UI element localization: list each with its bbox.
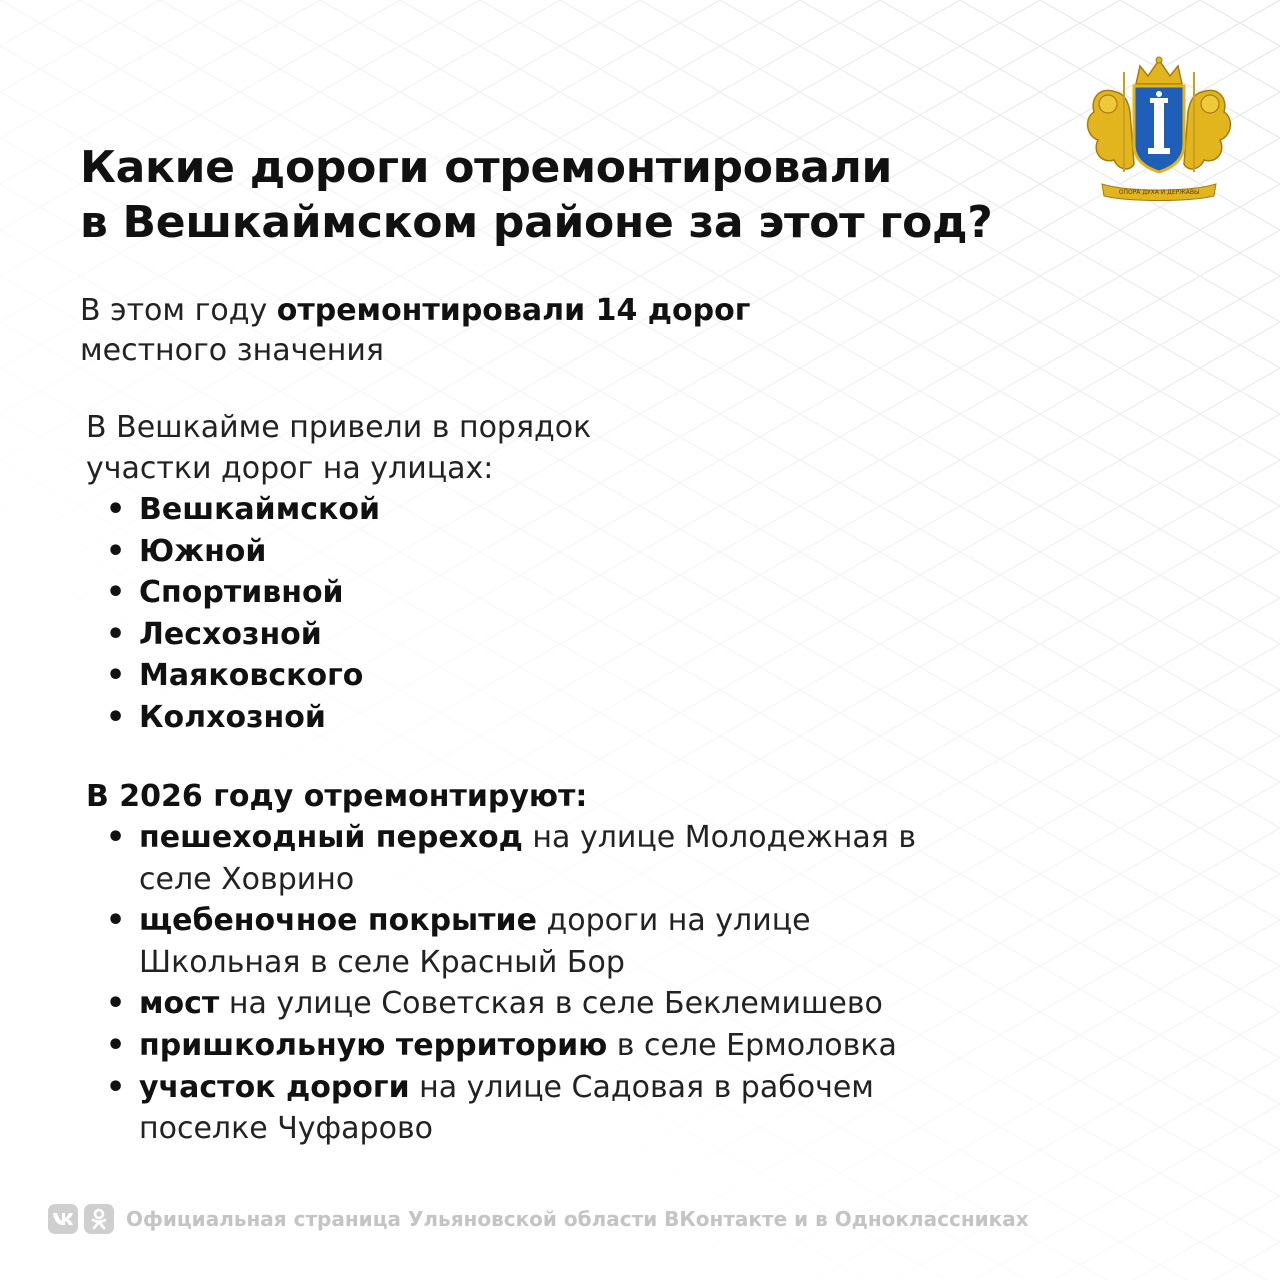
plan-item-highlight: участок дороги bbox=[139, 1069, 410, 1105]
list-item bbox=[86, 900, 966, 983]
emblem-motto: ОПОРА ДУХА И ДЕРЖАВЫ bbox=[1118, 189, 1200, 196]
plans-section bbox=[86, 776, 1086, 1150]
plan-item-highlight: пешеходный переход bbox=[139, 820, 523, 855]
plan-item-text: дороги на улице Школьная в селе Красный Бор bbox=[139, 903, 811, 980]
plan-item-highlight: мост bbox=[139, 986, 220, 1022]
list-item bbox=[86, 1025, 966, 1067]
streets-section bbox=[86, 407, 1086, 739]
plan-item-text: в селе Ермоловка bbox=[607, 1027, 897, 1063]
list-item: • Южной bbox=[86, 531, 1086, 573]
list-item: • Маяковского bbox=[86, 655, 1086, 697]
plan-item-highlight: щебеночное покрытие bbox=[139, 903, 537, 939]
vk-icon[interactable] bbox=[48, 1204, 78, 1234]
streets-intro-line-1: В Вешкайме привели в порядок bbox=[86, 410, 592, 445]
plan-item-highlight: пришкольную территорию bbox=[139, 1027, 608, 1063]
list-item: • Спортивной bbox=[86, 572, 1086, 614]
list-item bbox=[86, 1067, 966, 1150]
streets-list bbox=[86, 489, 1086, 739]
streets-intro-line-2: участки дорог на улицах: bbox=[86, 451, 494, 486]
ulyanovsk-coat-of-arms-icon bbox=[1078, 52, 1240, 204]
page-title bbox=[80, 140, 1080, 250]
list-item bbox=[86, 817, 966, 900]
plan-item-text: на улице Молодежная в селе Ховрино bbox=[139, 820, 917, 897]
plan-item-text: на улице Садовая в рабочем поселке Чуфарово bbox=[139, 1069, 874, 1147]
plan-item-text: на улице Советская в селе Беклемишево bbox=[219, 986, 883, 1022]
intro-text: В этом году bbox=[80, 293, 277, 328]
list-item bbox=[86, 983, 966, 1025]
list-item: • Лесхозной bbox=[86, 614, 1086, 656]
title-line-1: Какие дороги отремонтировали bbox=[80, 142, 893, 193]
intro-text-2: местного значения bbox=[80, 333, 384, 368]
plans-heading: В 2026 году отремонтируют: bbox=[86, 779, 588, 814]
odnoklassniki-icon[interactable] bbox=[84, 1204, 114, 1234]
intro-paragraph bbox=[80, 291, 980, 371]
footer bbox=[48, 1204, 1029, 1234]
list-item: • Колхозной bbox=[86, 697, 1086, 739]
plans-list bbox=[86, 817, 966, 1150]
intro-highlight: отремонтировали 14 дорог bbox=[276, 293, 751, 328]
list-item: • Вешкаймской bbox=[86, 489, 1086, 531]
footer-text: Официальная страница Ульяновской области ВКонтакте и в Одноклассниках bbox=[126, 1207, 1029, 1231]
title-line-2: в Вешкаймском районе за этот год? bbox=[80, 197, 993, 248]
